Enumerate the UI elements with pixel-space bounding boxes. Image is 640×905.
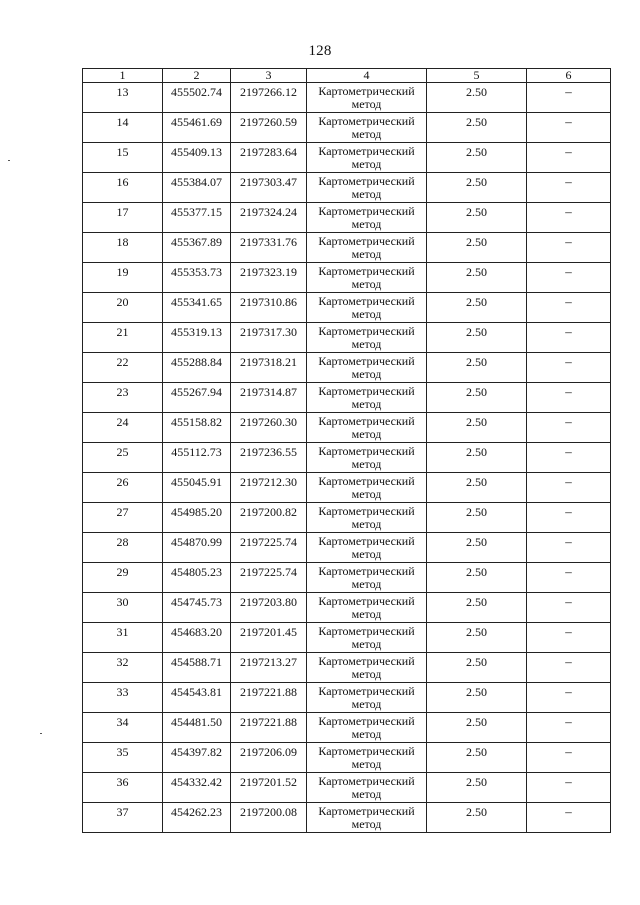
accuracy-cell: 2.50 — [427, 503, 527, 533]
method-cell: Картометрический метод — [307, 473, 427, 503]
accuracy-cell: 2.50 — [427, 443, 527, 473]
accuracy-cell: 2.50 — [427, 773, 527, 803]
table-row — [83, 653, 611, 683]
method-cell: Картометрический метод — [307, 503, 427, 533]
point-number-cell: 31 — [83, 623, 163, 653]
y-coordinate-cell: 2197260.30 — [231, 413, 307, 443]
method-cell: Картометрический метод — [307, 593, 427, 623]
x-coordinate-cell: 454481.50 — [163, 713, 231, 743]
y-coordinate-cell: 2197314.87 — [231, 383, 307, 413]
table-row — [83, 503, 611, 533]
y-coordinate-cell: 2197310.86 — [231, 293, 307, 323]
note-cell: – — [527, 353, 611, 383]
table-row — [83, 323, 611, 353]
x-coordinate-cell: 455158.82 — [163, 413, 231, 443]
table-row — [83, 203, 611, 233]
accuracy-cell: 2.50 — [427, 293, 527, 323]
note-cell: – — [527, 383, 611, 413]
method-cell: Картометрический метод — [307, 743, 427, 773]
x-coordinate-cell: 455502.74 — [163, 83, 231, 113]
coordinates-table — [82, 68, 611, 833]
table-row — [83, 593, 611, 623]
table-row — [83, 233, 611, 263]
y-coordinate-cell: 2197260.59 — [231, 113, 307, 143]
x-coordinate-cell: 455367.89 — [163, 233, 231, 263]
note-cell: – — [527, 233, 611, 263]
x-coordinate-cell: 454262.23 — [163, 803, 231, 833]
accuracy-cell: 2.50 — [427, 323, 527, 353]
method-cell: Картометрический метод — [307, 323, 427, 353]
note-cell: – — [527, 803, 611, 833]
note-cell: – — [527, 653, 611, 683]
x-coordinate-cell: 455461.69 — [163, 113, 231, 143]
method-cell: Картометрический метод — [307, 173, 427, 203]
note-cell: – — [527, 683, 611, 713]
table-row — [83, 413, 611, 443]
y-coordinate-cell: 2197221.88 — [231, 713, 307, 743]
point-number-cell: 27 — [83, 503, 163, 533]
point-number-cell: 33 — [83, 683, 163, 713]
method-cell: Картометрический метод — [307, 623, 427, 653]
column-header-3: 3 — [231, 69, 307, 83]
page-number: 128 — [308, 43, 332, 59]
method-cell: Картометрический метод — [307, 563, 427, 593]
point-number-cell: 16 — [83, 173, 163, 203]
x-coordinate-cell: 454543.81 — [163, 683, 231, 713]
y-coordinate-cell: 2197212.30 — [231, 473, 307, 503]
table-body — [83, 83, 611, 833]
table-row — [83, 113, 611, 143]
point-number-cell: 20 — [83, 293, 163, 323]
note-cell: – — [527, 593, 611, 623]
table-row — [83, 803, 611, 833]
table-row — [83, 83, 611, 113]
note-cell: – — [527, 773, 611, 803]
y-coordinate-cell: 2197266.12 — [231, 83, 307, 113]
method-cell: Картометрический метод — [307, 803, 427, 833]
column-header-4: 4 — [307, 69, 427, 83]
y-coordinate-cell: 2197213.27 — [231, 653, 307, 683]
y-coordinate-cell: 2197317.30 — [231, 323, 307, 353]
x-coordinate-cell: 454745.73 — [163, 593, 231, 623]
table-row — [83, 743, 611, 773]
table-row — [83, 383, 611, 413]
y-coordinate-cell: 2197203.80 — [231, 593, 307, 623]
x-coordinate-cell: 454870.99 — [163, 533, 231, 563]
table-row — [83, 443, 611, 473]
point-number-cell: 26 — [83, 473, 163, 503]
method-cell: Картометрический метод — [307, 203, 427, 233]
y-coordinate-cell: 2197206.09 — [231, 743, 307, 773]
header-row — [83, 69, 611, 83]
accuracy-cell: 2.50 — [427, 203, 527, 233]
table-row — [83, 563, 611, 593]
point-number-cell: 23 — [83, 383, 163, 413]
method-cell: Картометрический метод — [307, 263, 427, 293]
note-cell: – — [527, 623, 611, 653]
method-cell: Картометрический метод — [307, 383, 427, 413]
point-number-cell: 34 — [83, 713, 163, 743]
accuracy-cell: 2.50 — [427, 563, 527, 593]
scan-speck — [40, 733, 42, 734]
note-cell: – — [527, 473, 611, 503]
x-coordinate-cell: 455384.07 — [163, 173, 231, 203]
method-cell: Картометрический метод — [307, 443, 427, 473]
y-coordinate-cell: 2197225.74 — [231, 563, 307, 593]
point-number-cell: 17 — [83, 203, 163, 233]
accuracy-cell: 2.50 — [427, 683, 527, 713]
accuracy-cell: 2.50 — [427, 113, 527, 143]
accuracy-cell: 2.50 — [427, 413, 527, 443]
note-cell: – — [527, 143, 611, 173]
accuracy-cell: 2.50 — [427, 173, 527, 203]
x-coordinate-cell: 455319.13 — [163, 323, 231, 353]
column-header-6: 6 — [527, 69, 611, 83]
point-number-cell: 14 — [83, 113, 163, 143]
table-row — [83, 713, 611, 743]
accuracy-cell: 2.50 — [427, 593, 527, 623]
accuracy-cell: 2.50 — [427, 83, 527, 113]
note-cell: – — [527, 113, 611, 143]
y-coordinate-cell: 2197201.45 — [231, 623, 307, 653]
x-coordinate-cell: 455288.84 — [163, 353, 231, 383]
point-number-cell: 32 — [83, 653, 163, 683]
y-coordinate-cell: 2197331.76 — [231, 233, 307, 263]
accuracy-cell: 2.50 — [427, 803, 527, 833]
point-number-cell: 18 — [83, 233, 163, 263]
x-coordinate-cell: 454588.71 — [163, 653, 231, 683]
x-coordinate-cell: 455377.15 — [163, 203, 231, 233]
accuracy-cell: 2.50 — [427, 353, 527, 383]
x-coordinate-cell: 454985.20 — [163, 503, 231, 533]
x-coordinate-cell: 454332.42 — [163, 773, 231, 803]
y-coordinate-cell: 2197200.08 — [231, 803, 307, 833]
table-row — [83, 263, 611, 293]
point-number-cell: 24 — [83, 413, 163, 443]
table-row — [83, 473, 611, 503]
y-coordinate-cell: 2197236.55 — [231, 443, 307, 473]
note-cell: – — [527, 503, 611, 533]
accuracy-cell: 2.50 — [427, 653, 527, 683]
method-cell: Картометрический метод — [307, 293, 427, 323]
column-header-2: 2 — [163, 69, 231, 83]
table-row — [83, 353, 611, 383]
y-coordinate-cell: 2197200.82 — [231, 503, 307, 533]
point-number-cell: 37 — [83, 803, 163, 833]
point-number-cell: 22 — [83, 353, 163, 383]
point-number-cell: 25 — [83, 443, 163, 473]
note-cell: – — [527, 563, 611, 593]
y-coordinate-cell: 2197323.19 — [231, 263, 307, 293]
x-coordinate-cell: 455112.73 — [163, 443, 231, 473]
table-row — [83, 143, 611, 173]
accuracy-cell: 2.50 — [427, 533, 527, 563]
method-cell: Картометрический метод — [307, 683, 427, 713]
note-cell: – — [527, 323, 611, 353]
x-coordinate-cell: 455267.94 — [163, 383, 231, 413]
accuracy-cell: 2.50 — [427, 233, 527, 263]
x-coordinate-cell: 454805.23 — [163, 563, 231, 593]
note-cell: – — [527, 713, 611, 743]
point-number-cell: 30 — [83, 593, 163, 623]
column-header-1: 1 — [83, 69, 163, 83]
accuracy-cell: 2.50 — [427, 143, 527, 173]
x-coordinate-cell: 455341.65 — [163, 293, 231, 323]
accuracy-cell: 2.50 — [427, 263, 527, 293]
note-cell: – — [527, 413, 611, 443]
note-cell: – — [527, 443, 611, 473]
method-cell: Картометрический метод — [307, 773, 427, 803]
method-cell: Картометрический метод — [307, 413, 427, 443]
point-number-cell: 15 — [83, 143, 163, 173]
method-cell: Картометрический метод — [307, 233, 427, 263]
point-number-cell: 13 — [83, 83, 163, 113]
x-coordinate-cell: 455409.13 — [163, 143, 231, 173]
method-cell: Картометрический метод — [307, 533, 427, 563]
note-cell: – — [527, 743, 611, 773]
method-cell: Картометрический метод — [307, 143, 427, 173]
point-number-cell: 19 — [83, 263, 163, 293]
table-row — [83, 683, 611, 713]
y-coordinate-cell: 2197303.47 — [231, 173, 307, 203]
note-cell: – — [527, 293, 611, 323]
note-cell: – — [527, 533, 611, 563]
y-coordinate-cell: 2197324.24 — [231, 203, 307, 233]
x-coordinate-cell: 455353.73 — [163, 263, 231, 293]
point-number-cell: 35 — [83, 743, 163, 773]
column-header-5: 5 — [427, 69, 527, 83]
point-number-cell: 36 — [83, 773, 163, 803]
table-row — [83, 623, 611, 653]
accuracy-cell: 2.50 — [427, 383, 527, 413]
x-coordinate-cell: 454683.20 — [163, 623, 231, 653]
table-row — [83, 293, 611, 323]
point-number-cell: 21 — [83, 323, 163, 353]
y-coordinate-cell: 2197318.21 — [231, 353, 307, 383]
table-row — [83, 773, 611, 803]
scan-speck — [8, 160, 10, 161]
method-cell: Картометрический метод — [307, 113, 427, 143]
point-number-cell: 29 — [83, 563, 163, 593]
accuracy-cell: 2.50 — [427, 743, 527, 773]
method-cell: Картометрический метод — [307, 713, 427, 743]
method-cell: Картометрический метод — [307, 353, 427, 383]
y-coordinate-cell: 2197221.88 — [231, 683, 307, 713]
accuracy-cell: 2.50 — [427, 623, 527, 653]
y-coordinate-cell: 2197201.52 — [231, 773, 307, 803]
table-row — [83, 533, 611, 563]
method-cell: Картометрический метод — [307, 83, 427, 113]
method-cell: Картометрический метод — [307, 653, 427, 683]
y-coordinate-cell: 2197225.74 — [231, 533, 307, 563]
note-cell: – — [527, 83, 611, 113]
x-coordinate-cell: 455045.91 — [163, 473, 231, 503]
note-cell: – — [527, 173, 611, 203]
point-number-cell: 28 — [83, 533, 163, 563]
table-row — [83, 173, 611, 203]
accuracy-cell: 2.50 — [427, 713, 527, 743]
note-cell: – — [527, 263, 611, 293]
y-coordinate-cell: 2197283.64 — [231, 143, 307, 173]
accuracy-cell: 2.50 — [427, 473, 527, 503]
x-coordinate-cell: 454397.82 — [163, 743, 231, 773]
note-cell: – — [527, 203, 611, 233]
